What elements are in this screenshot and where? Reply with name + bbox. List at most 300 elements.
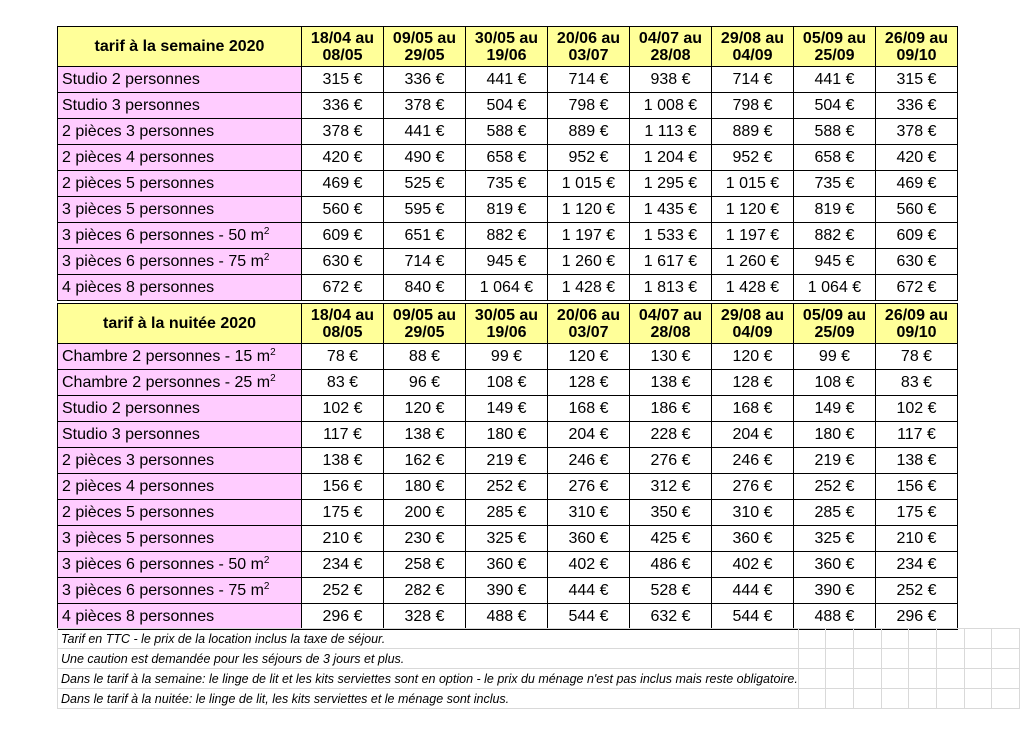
price-cell: 390 € [794,578,876,604]
price-cell: 490 € [384,145,466,171]
empty-cell [826,669,854,689]
price-cell: 504 € [794,93,876,119]
empty-cell [992,649,1020,669]
note-row [58,629,1020,649]
period-start: 04/07 au [638,29,703,47]
accommodation-name: 3 pièces 6 personnes - 50 m [62,226,264,244]
empty-cell [881,649,909,669]
price-cell: 360 € [466,552,548,578]
price-cell: 945 € [794,249,876,275]
nightly-period-header [466,304,548,344]
price-cell: 246 € [548,448,630,474]
price-cell: 378 € [384,93,466,119]
price-cell: 945 € [466,249,548,275]
accommodation-name: Studio 2 personnes [62,399,200,417]
price-cell: 882 € [794,223,876,249]
price-cell: 246 € [712,448,794,474]
price-cell: 1 113 € [630,119,712,145]
accommodation-name: 3 pièces 5 personnes [62,529,215,547]
period-end: 09/10 [896,323,937,341]
accommodation-name: Studio 2 personnes [62,70,200,88]
price-cell: 444 € [712,578,794,604]
nightly-rate-table [57,303,958,630]
empty-cell [854,629,882,649]
accommodation-label [58,223,302,249]
period-end: 29/05 [404,46,445,64]
price-cell: 99 € [794,344,876,370]
empty-cell [964,689,992,709]
period-start: 18/04 au [310,29,375,47]
price-cell: 952 € [712,145,794,171]
price-cell: 88 € [384,344,466,370]
period-end: 25/09 [814,46,855,64]
empty-cell [881,689,909,709]
accommodation-label [58,67,302,93]
note-text: Dans le tarif à la semaine: le linge de lit et les kits serviettes sont en option - le prix du ménage n'est pas inclus mais reste obligatoire. [58,669,799,689]
square-superscript: 2 [263,225,270,237]
price-cell: 630 € [302,249,384,275]
price-cell: 156 € [876,474,958,500]
weekly-period-header [712,27,794,67]
price-cell: 258 € [384,552,466,578]
period-end: 03/07 [568,46,609,64]
square-superscript: 2 [270,346,276,358]
square-superscript: 2 [263,251,270,263]
price-cell: 819 € [794,197,876,223]
price-cell: 228 € [630,422,712,448]
period-start: 09/05 au [392,29,457,47]
price-cell: 252 € [794,474,876,500]
price-cell: 420 € [876,145,958,171]
price-cell: 138 € [630,370,712,396]
period-end: 03/07 [568,323,609,341]
price-cell: 138 € [876,448,958,474]
price-cell: 658 € [466,145,548,171]
price-cell: 1 197 € [548,223,630,249]
price-cell: 402 € [712,552,794,578]
price-cell: 285 € [794,500,876,526]
price-cell: 1 204 € [630,145,712,171]
price-cell: 102 € [302,396,384,422]
price-cell: 938 € [630,67,712,93]
nightly-period-header [630,304,712,344]
price-cell: 1 015 € [712,171,794,197]
price-cell: 1 295 € [630,171,712,197]
accommodation-name: Studio 3 personnes [62,96,200,114]
price-cell: 1 617 € [630,249,712,275]
price-cell: 560 € [876,197,958,223]
price-cell: 78 € [876,344,958,370]
price-cell: 219 € [466,448,548,474]
nightly-period-header [384,304,466,344]
nightly-period-header [302,304,384,344]
price-cell: 560 € [302,197,384,223]
price-cell: 156 € [302,474,384,500]
price-cell: 315 € [876,67,958,93]
period-start: 30/05 au [474,306,539,324]
price-cell: 108 € [794,370,876,396]
weekly-table-title: tarif à la semaine 2020 [58,27,302,67]
price-cell: 149 € [794,396,876,422]
weekly-rate-row [58,67,958,93]
accommodation-label [58,604,302,630]
weekly-rate-row [58,119,958,145]
accommodation-name: 3 pièces 5 personnes [62,200,215,218]
price-cell: 130 € [630,344,712,370]
weekly-rate-row [58,171,958,197]
price-cell: 651 € [384,223,466,249]
price-cell: 441 € [384,119,466,145]
price-cell: 168 € [548,396,630,422]
empty-cell [826,649,854,669]
price-cell: 488 € [794,604,876,630]
price-cell: 444 € [548,578,630,604]
nightly-rate-row [58,552,958,578]
period-start: 26/09 au [884,306,949,324]
nightly-period-header [548,304,630,344]
price-cell: 441 € [466,67,548,93]
empty-cell [992,669,1020,689]
price-cell: 1 428 € [712,275,794,301]
accommodation-label [58,344,302,370]
price-cell: 325 € [794,526,876,552]
price-cell: 735 € [794,171,876,197]
price-cell: 328 € [384,604,466,630]
price-cell: 180 € [384,474,466,500]
price-cell: 840 € [384,275,466,301]
accommodation-name: 3 pièces 6 personnes - 75 m [62,252,264,270]
price-cell: 1 428 € [548,275,630,301]
accommodation-name: 2 pièces 4 personnes [62,148,215,166]
empty-cell [826,689,854,709]
price-cell: 1 260 € [548,249,630,275]
nightly-rate-row [58,526,958,552]
price-cell: 504 € [466,93,548,119]
price-cell: 1 260 € [712,249,794,275]
accommodation-label [58,119,302,145]
price-cell: 819 € [466,197,548,223]
weekly-period-header [630,27,712,67]
weekly-period-header [794,27,876,67]
note-row [58,669,1020,689]
accommodation-name: 4 pièces 8 personnes [62,607,215,625]
period-start: 18/04 au [310,306,375,324]
accommodation-label [58,370,302,396]
empty-cell [798,629,826,649]
price-cell: 276 € [630,448,712,474]
period-end: 19/06 [486,323,527,341]
nightly-rate-row [58,396,958,422]
empty-cell [881,669,909,689]
period-end: 08/05 [322,46,363,64]
price-cell: 336 € [384,67,466,93]
accommodation-name: 4 pièces 8 personnes [62,278,215,296]
accommodation-label [58,249,302,275]
weekly-rate-row [58,93,958,119]
price-cell: 234 € [302,552,384,578]
price-cell: 420 € [302,145,384,171]
price-cell: 889 € [712,119,794,145]
price-cell: 310 € [712,500,794,526]
empty-cell [909,689,937,709]
price-cell: 714 € [384,249,466,275]
price-cell: 204 € [712,422,794,448]
price-cell: 378 € [876,119,958,145]
period-end: 25/09 [814,323,855,341]
price-cell: 390 € [466,578,548,604]
price-cell: 544 € [712,604,794,630]
price-cell: 180 € [466,422,548,448]
price-cell: 402 € [548,552,630,578]
price-cell: 230 € [384,526,466,552]
weekly-rate-row [58,249,958,275]
price-cell: 296 € [876,604,958,630]
price-cell: 138 € [302,448,384,474]
accommodation-name: 2 pièces 5 personnes [62,503,215,521]
price-cell: 200 € [384,500,466,526]
price-cell: 128 € [548,370,630,396]
nightly-rate-row [58,448,958,474]
price-cell: 120 € [712,344,794,370]
note-text: Tarif en TTC - le prix de la location inclus la taxe de séjour. [58,629,799,649]
nightly-period-header [876,304,958,344]
period-start: 05/09 au [802,306,867,324]
price-cell: 360 € [712,526,794,552]
price-cell: 120 € [548,344,630,370]
price-cell: 378 € [302,119,384,145]
empty-cell [854,689,882,709]
period-end: 29/05 [404,323,445,341]
weekly-period-header [876,27,958,67]
accommodation-label [58,448,302,474]
empty-cell [798,669,826,689]
square-superscript: 2 [263,580,270,592]
price-cell: 1 120 € [548,197,630,223]
price-cell: 83 € [302,370,384,396]
price-cell: 588 € [794,119,876,145]
empty-cell [964,649,992,669]
period-start: 29/08 au [720,306,785,324]
note-text: Une caution est demandée pour les séjours de 3 jours et plus. [58,649,799,669]
price-cell: 360 € [794,552,876,578]
empty-cell [937,649,965,669]
period-start: 20/06 au [556,306,621,324]
period-end: 19/06 [486,46,527,64]
empty-cell [937,629,965,649]
nightly-rate-row [58,578,958,604]
price-cell: 588 € [466,119,548,145]
price-cell: 1 064 € [466,275,548,301]
price-cell: 108 € [466,370,548,396]
empty-cell [854,669,882,689]
price-cell: 1 120 € [712,197,794,223]
empty-cell [798,689,826,709]
price-cell: 714 € [712,67,794,93]
empty-cell [992,629,1020,649]
period-end: 09/10 [896,46,937,64]
price-cell: 120 € [384,396,466,422]
price-cell: 285 € [466,500,548,526]
price-cell: 210 € [302,526,384,552]
empty-cell [964,669,992,689]
accommodation-name: 3 pièces 6 personnes - 50 m [62,555,264,573]
nightly-rate-row [58,370,958,396]
accommodation-label [58,578,302,604]
price-cell: 210 € [876,526,958,552]
period-end: 28/08 [650,323,691,341]
weekly-period-header [302,27,384,67]
accommodation-name: 2 pièces 4 personnes [62,477,215,495]
price-cell: 310 € [548,500,630,526]
accommodation-label [58,93,302,119]
price-cell: 798 € [548,93,630,119]
nightly-table-title: tarif à la nuitée 2020 [58,304,302,344]
price-cell: 735 € [466,171,548,197]
accommodation-label [58,474,302,500]
price-cell: 486 € [630,552,712,578]
period-end: 04/09 [732,46,773,64]
accommodation-label [58,145,302,171]
nightly-rate-row [58,604,958,630]
price-cell: 1 197 € [712,223,794,249]
accommodation-label [58,275,302,301]
price-cell: 96 € [384,370,466,396]
weekly-rate-table [57,26,958,301]
accommodation-label [58,526,302,552]
price-cell: 325 € [466,526,548,552]
price-cell: 276 € [548,474,630,500]
price-cell: 672 € [876,275,958,301]
price-cell: 360 € [548,526,630,552]
period-start: 29/08 au [720,29,785,47]
nightly-period-header [712,304,794,344]
price-cell: 1 813 € [630,275,712,301]
price-cell: 1 015 € [548,171,630,197]
price-cell: 219 € [794,448,876,474]
price-cell: 609 € [876,223,958,249]
price-cell: 544 € [548,604,630,630]
price-cell: 83 € [876,370,958,396]
price-cell: 204 € [548,422,630,448]
price-cell: 336 € [302,93,384,119]
price-cell: 528 € [630,578,712,604]
price-cell: 595 € [384,197,466,223]
price-cell: 175 € [876,500,958,526]
price-cell: 469 € [876,171,958,197]
price-cell: 252 € [466,474,548,500]
accommodation-label [58,422,302,448]
nightly-rate-row [58,344,958,370]
nightly-header-row [58,304,958,344]
square-superscript: 2 [263,554,270,566]
accommodation-name: 2 pièces 3 personnes [62,451,215,469]
accommodation-label [58,197,302,223]
period-end: 04/09 [732,323,773,341]
price-cell: 441 € [794,67,876,93]
empty-cell [909,669,937,689]
notes-table [57,628,1020,709]
period-start: 04/07 au [638,306,703,324]
weekly-rate-row [58,275,958,301]
price-cell: 276 € [712,474,794,500]
accommodation-label [58,396,302,422]
nightly-rate-row [58,422,958,448]
empty-cell [854,649,882,669]
period-start: 09/05 au [392,306,457,324]
weekly-rate-row [58,145,958,171]
price-cell: 336 € [876,93,958,119]
weekly-rate-row [58,197,958,223]
price-cell: 952 € [548,145,630,171]
price-cell: 252 € [876,578,958,604]
price-cell: 882 € [466,223,548,249]
empty-cell [964,629,992,649]
period-end: 28/08 [650,46,691,64]
price-cell: 672 € [302,275,384,301]
note-text: Dans le tarif à la nuitée: le linge de lit, les kits serviettes et le ménage sont inclus. [58,689,799,709]
price-cell: 889 € [548,119,630,145]
price-cell: 350 € [630,500,712,526]
weekly-period-header [548,27,630,67]
price-cell: 630 € [876,249,958,275]
price-cell: 252 € [302,578,384,604]
price-cell: 180 € [794,422,876,448]
period-end: 08/05 [322,323,363,341]
price-cell: 175 € [302,500,384,526]
accommodation-name: Chambre 2 personnes - 15 m [62,347,271,365]
accommodation-label [58,552,302,578]
nightly-rate-row [58,474,958,500]
price-cell: 315 € [302,67,384,93]
price-cell: 1 533 € [630,223,712,249]
accommodation-name: 3 pièces 6 personnes - 75 m [62,581,264,599]
price-cell: 186 € [630,396,712,422]
price-cell: 78 € [302,344,384,370]
price-cell: 234 € [876,552,958,578]
price-cell: 469 € [302,171,384,197]
accommodation-name: Chambre 2 personnes - 25 m [62,373,271,391]
empty-cell [909,629,937,649]
price-cell: 425 € [630,526,712,552]
price-cell: 1 008 € [630,93,712,119]
accommodation-name: 2 pièces 5 personnes [62,174,215,192]
price-cell: 714 € [548,67,630,93]
price-cell: 128 € [712,370,794,396]
accommodation-name: 2 pièces 3 personnes [62,122,215,140]
price-cell: 102 € [876,396,958,422]
price-cell: 525 € [384,171,466,197]
price-cell: 162 € [384,448,466,474]
price-cell: 99 € [466,344,548,370]
price-cell: 1 435 € [630,197,712,223]
price-cell: 1 064 € [794,275,876,301]
note-row [58,689,1020,709]
price-cell: 488 € [466,604,548,630]
period-start: 30/05 au [474,29,539,47]
price-cell: 168 € [712,396,794,422]
price-cell: 149 € [466,396,548,422]
accommodation-label [58,500,302,526]
empty-cell [937,689,965,709]
square-superscript: 2 [270,372,276,384]
nightly-rate-row [58,500,958,526]
period-start: 26/09 au [884,29,949,47]
period-start: 20/06 au [556,29,621,47]
empty-cell [798,649,826,669]
empty-cell [992,689,1020,709]
accommodation-name: Studio 3 personnes [62,425,200,443]
weekly-rate-row [58,223,958,249]
